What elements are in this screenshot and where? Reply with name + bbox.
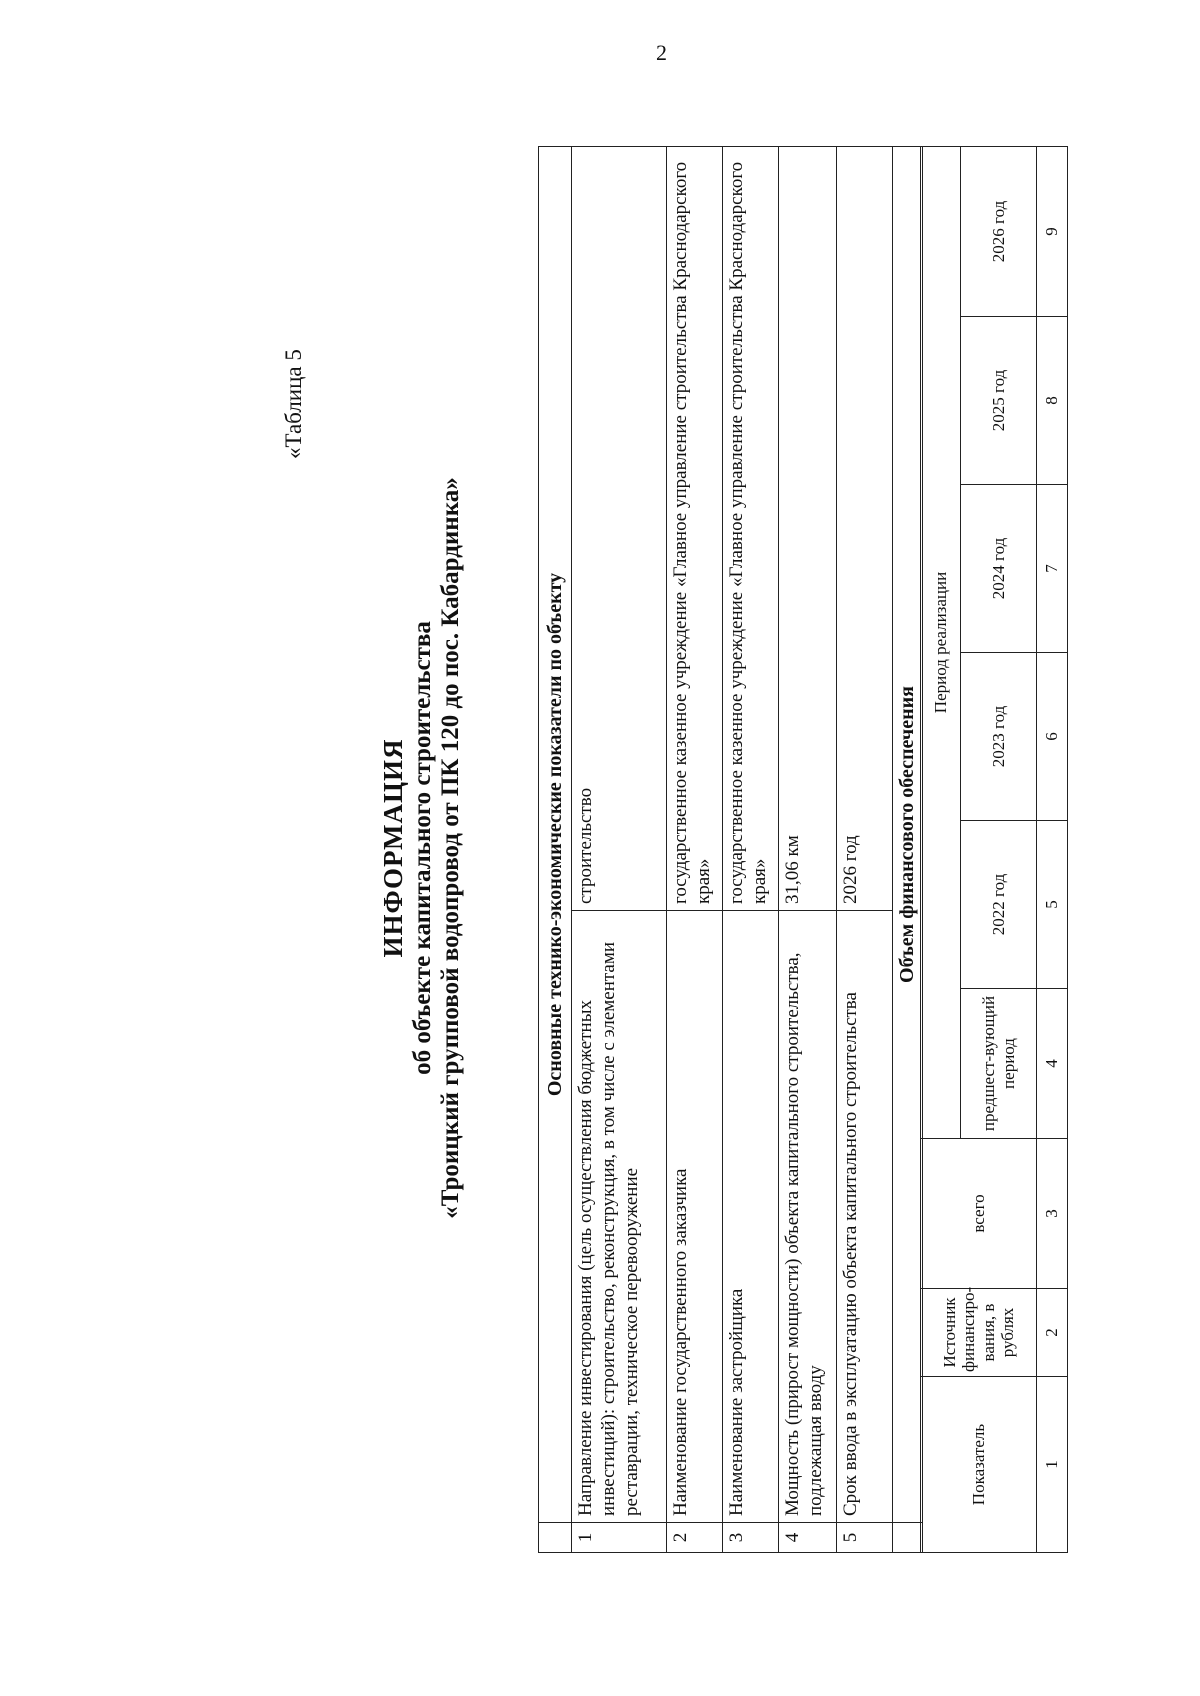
column-number: 1 — [1037, 1377, 1068, 1553]
table-row — [779, 146, 837, 1552]
landscape-page-content — [88, 79, 1118, 1617]
page-number: 2 — [656, 40, 667, 65]
column-number: 4 — [1037, 989, 1068, 1139]
row-number: 4 — [779, 1523, 837, 1553]
table-row — [667, 146, 723, 1552]
row-value: 2026 год — [837, 146, 893, 910]
row-value: строительство — [572, 146, 667, 910]
column-number: 8 — [1037, 317, 1068, 485]
indicators-table — [538, 146, 923, 1553]
row-value: государственное казенное учреждение «Главное управление строительства Краснодарского края» — [667, 146, 723, 910]
table-row — [572, 146, 667, 1552]
header-indicator: Показатель — [921, 1377, 1037, 1553]
row-label: Наименование застройщика — [723, 911, 779, 1523]
column-number-row — [1037, 146, 1068, 1552]
row-number: 2 — [667, 1523, 723, 1553]
table-row — [723, 146, 779, 1552]
header-year: 2022 год — [961, 821, 1037, 989]
column-number: 2 — [1037, 1289, 1068, 1377]
column-number: 7 — [1037, 485, 1068, 653]
title-subtitle: об объекте капитального строительства — [408, 621, 436, 1075]
header-year: 2025 год — [961, 317, 1037, 485]
header-year: 2023 год — [961, 653, 1037, 821]
row-label: Срок ввода в эксплуатацию объекта капитального строительства — [837, 911, 893, 1523]
table-label: «Таблица 5 — [281, 349, 306, 459]
column-number: 6 — [1037, 653, 1068, 821]
header-period-group: Период реализации — [921, 146, 961, 1138]
column-number: 5 — [1037, 821, 1068, 989]
section-header-financing: Объем финансового обеспечения — [893, 146, 923, 1522]
section-header-indicators: Основные технико-экономические показатели по объекту — [539, 146, 572, 1522]
document-title — [378, 79, 466, 1617]
header-source: Источник финансиро-вания, в рублях — [921, 1289, 1037, 1377]
title-object-name: «Троицкий групповой водопровод от ПК 120 до пос. Кабардинка» — [437, 477, 465, 1219]
row-value: государственное казенное учреждение «Главное управление строительства Краснодарского края» — [723, 146, 779, 910]
row-label: Направление инвестирования (цель осуществления бюджетных инвестиций): строительство, реконструкция, в том числе с элементами реставрации, техническое перевооружение — [572, 911, 667, 1523]
header-year: 2024 год — [961, 485, 1037, 653]
financing-table — [920, 146, 1068, 1553]
row-label: Мощность (прирост мощности) объекта капитального строительства, подлежащая вводу — [779, 911, 837, 1523]
row-number: 1 — [572, 1523, 667, 1553]
row-label: Наименование государственного заказчика — [667, 911, 723, 1523]
title-main: ИНФОРМАЦИЯ — [378, 738, 408, 958]
column-number: 9 — [1037, 146, 1068, 316]
column-number: 3 — [1037, 1139, 1068, 1289]
header-year: 2026 год — [961, 146, 1037, 316]
row-number: 5 — [837, 1523, 893, 1553]
header-total: всего — [921, 1139, 1037, 1289]
table-row — [837, 146, 893, 1552]
row-number: 3 — [723, 1523, 779, 1553]
header-previous-period: предшест-вующий период — [961, 989, 1037, 1139]
row-value: 31,06 км — [779, 146, 837, 910]
